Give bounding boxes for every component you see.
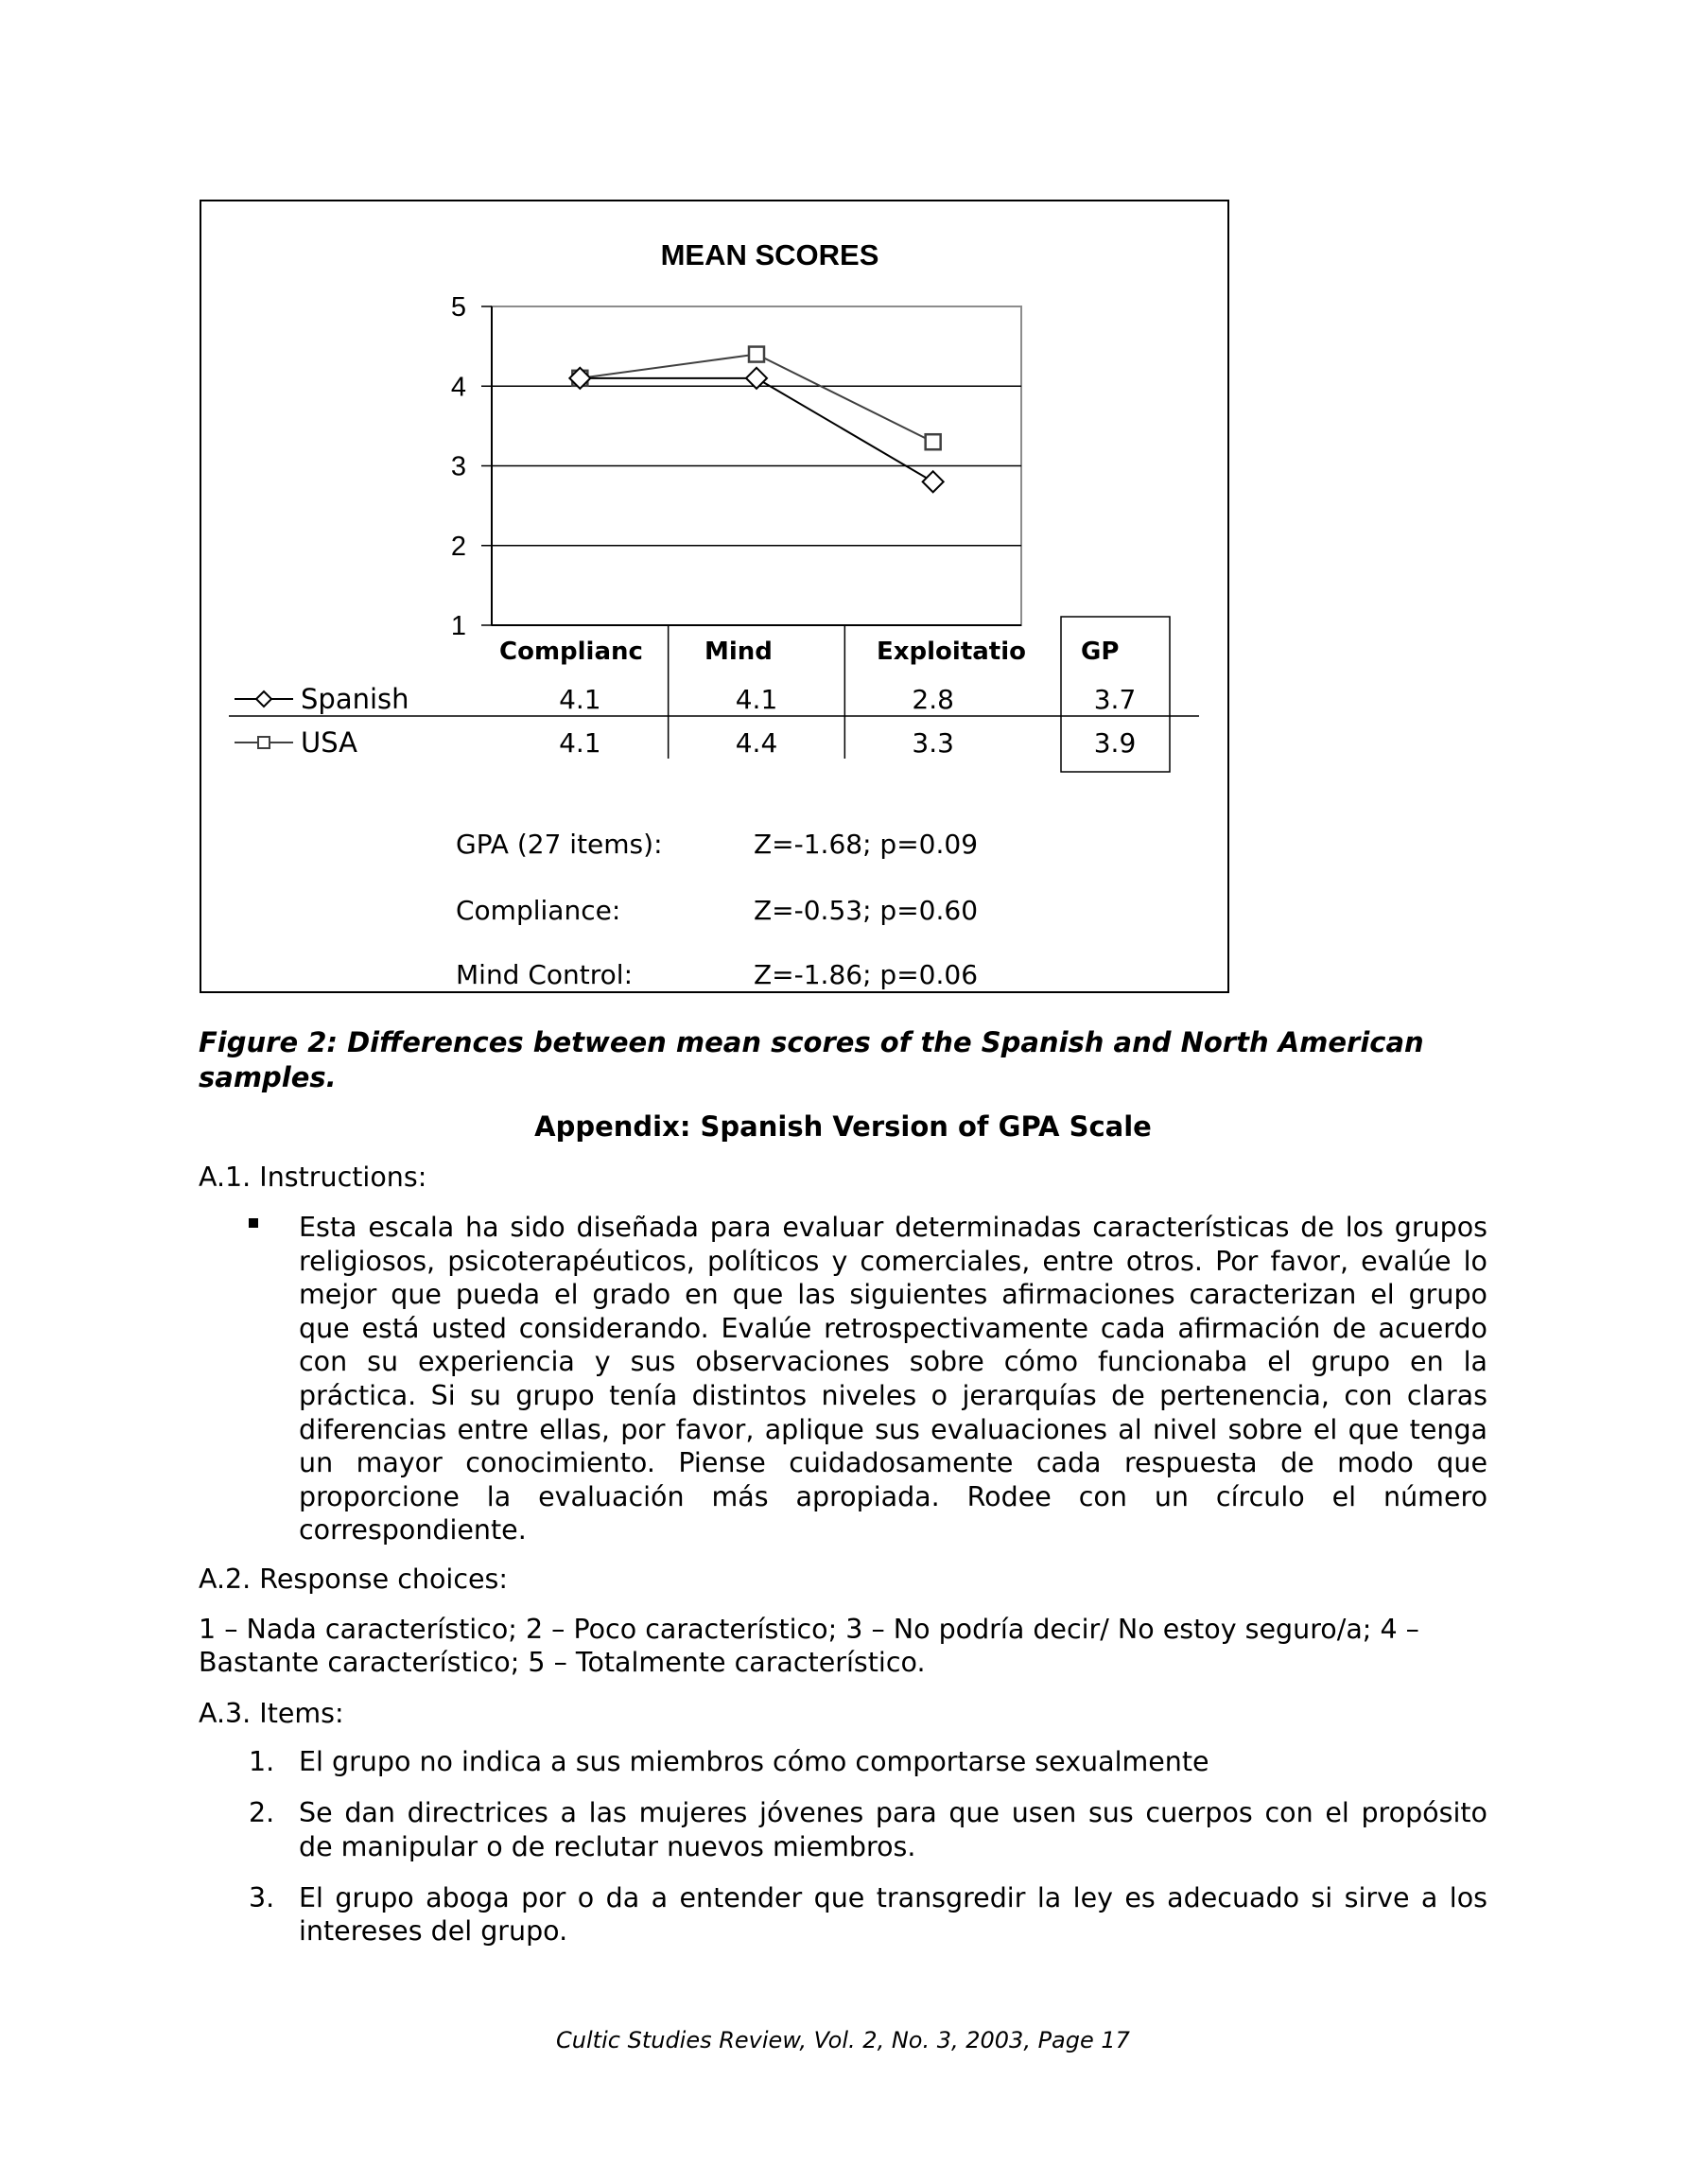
series-layer — [569, 347, 943, 493]
legend-diamond-icon — [256, 691, 271, 707]
instructions-paragraph — [299, 1211, 1487, 1547]
item-2-text-line-2: de manipular o de reclutar nuevos miembros. — [299, 1831, 916, 1862]
item-3-text-line-2: intereses del grupo. — [299, 1915, 568, 1947]
instructions-line: diferencias entre ellas, por favor, aplique sus evaluaciones al nivel sobre el que tenga — [299, 1413, 1487, 1445]
table-cell: 2.8 — [912, 684, 954, 715]
chart-figure — [200, 200, 1229, 993]
response-choices-line-2: Bastante característico; 5 – Totalmente característico. — [199, 1647, 926, 1678]
section-a3-heading: A.3. Items: — [199, 1698, 344, 1729]
y-tick-label: 2 — [450, 531, 467, 562]
item-2-text-line-1: Se dan directrices a las mujeres jóvenes para que usen sus cuerpos con el propósito — [299, 1797, 1487, 1828]
y-tick-label: 1 — [450, 611, 467, 641]
table-cell: 4.1 — [735, 684, 778, 715]
item-1-text: El grupo no indica a sus miembros cómo comportarse sexualmente — [299, 1746, 1209, 1777]
legend-label-usa: USA — [301, 726, 358, 759]
y-tick-label: 4 — [450, 372, 467, 403]
stat-label: Mind Control: — [456, 959, 634, 990]
legend-label-spanish: Spanish — [301, 683, 409, 715]
data-point-usa-1 — [749, 347, 764, 362]
section-a2-heading: A.2. Response choices: — [199, 1564, 508, 1595]
figure-caption-line-2: samples. — [199, 1061, 337, 1093]
table-header-3: GP — [1081, 638, 1120, 666]
instructions-line: proporcione la evaluación más apropiada. Rodee con un círculo el número — [299, 1480, 1487, 1512]
instructions-line: correspondiente. — [299, 1514, 527, 1546]
table-header-2: Exploitatio — [877, 638, 1027, 666]
figure-caption-line-1: Figure 2: Differences between mean scores of the Spanish and North American — [199, 1026, 1424, 1058]
legend-square-icon — [258, 737, 270, 748]
instructions-line: religiosos, psicoterapéuticos, políticos y comerciales, entre otros. Por favor, evalúe lo — [299, 1245, 1487, 1277]
section-a1-heading: A.1. Instructions: — [199, 1162, 427, 1193]
instructions-line: Esta escala ha sido diseñada para evaluar determinadas características de los grupos — [299, 1212, 1487, 1243]
data-table — [229, 617, 1199, 772]
table-cell: 4.4 — [735, 727, 778, 759]
y-axis — [451, 292, 1021, 641]
mean-scores-chart — [201, 201, 1227, 991]
item-3-text-line-1: El grupo aboga por o da a entender que transgredir la ley es adecuado si sirve a los — [299, 1882, 1487, 1913]
table-header-1: Mind — [704, 638, 773, 666]
response-choices-line-1: 1 – Nada característico; 2 – Poco característico; 3 – No podría decir/ No estoy seguro/a; 4 – — [199, 1614, 1419, 1645]
stats-block — [456, 829, 978, 990]
table-cell: 3.7 — [1093, 684, 1137, 715]
instructions-line: que está usted considerando. Evalúe retrospectivamente cada afirmación de acuerdo — [299, 1312, 1487, 1344]
table-cell: 4.1 — [559, 684, 601, 715]
y-tick-label: 5 — [450, 292, 467, 323]
table-cell: 4.1 — [559, 727, 601, 759]
stat-value: Z=-1.68; p=0.09 — [754, 829, 979, 860]
data-point-usa-2 — [926, 434, 941, 449]
stat-value: Z=-0.53; p=0.60 — [754, 895, 979, 926]
page-footer: Cultic Studies Review, Vol. 2, No. 3, 2003, Page 17 — [556, 2027, 1130, 2053]
instructions-line: con su experiencia y sus observaciones sobre cómo funcionaba el grupo en la — [299, 1346, 1487, 1378]
y-tick-label: 3 — [450, 451, 467, 482]
chart-title: MEAN SCORES — [660, 238, 879, 271]
instructions-line: práctica. Si su grupo tenía distintos niveles o jerarquías de pertenencia, con claras — [299, 1379, 1487, 1411]
stat-value: Z=-1.86; p=0.06 — [754, 959, 979, 990]
table-cell: 3.9 — [1093, 727, 1137, 759]
appendix-title: Appendix: Spanish Version of GPA Scale — [534, 1110, 1152, 1143]
table-cell: 3.3 — [912, 727, 954, 759]
table-header-0: Complianc — [499, 638, 643, 666]
stat-label: Compliance: — [456, 895, 621, 926]
stat-label: GPA (27 items): — [456, 829, 663, 860]
item-1-number: 1. — [249, 1746, 275, 1777]
instructions-line: un mayor conocimiento. Piense cuidadosamente cada respuesta de modo que — [299, 1447, 1487, 1479]
instructions-line: mejor que pueda el grado en que las siguientes afirmaciones caracterizan el grupo — [299, 1279, 1487, 1311]
data-point-spanish-2 — [923, 471, 944, 492]
item-2-number: 2. — [249, 1797, 275, 1828]
bullet-icon — [249, 1218, 258, 1228]
item-3-number: 3. — [249, 1882, 275, 1913]
